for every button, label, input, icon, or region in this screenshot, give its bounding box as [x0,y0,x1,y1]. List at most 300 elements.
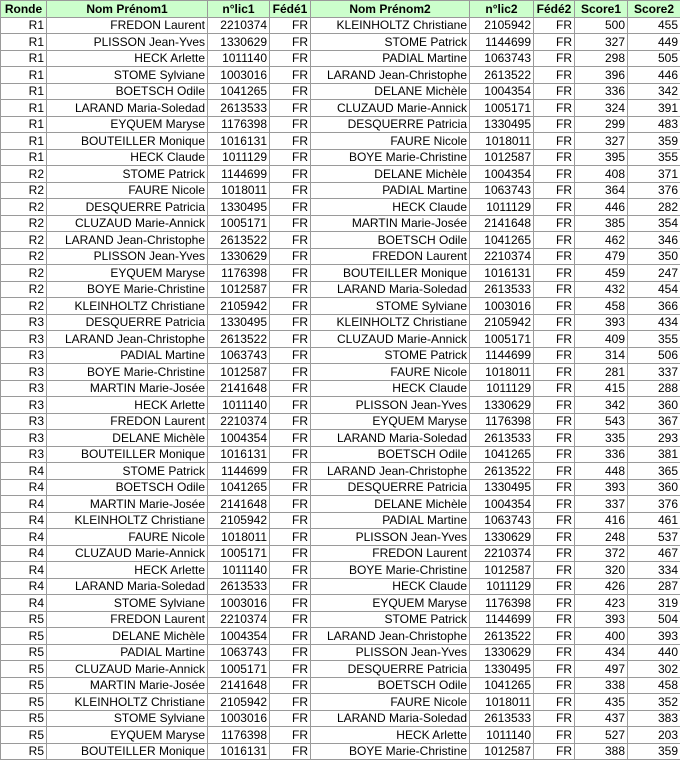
nom-prenom1-cell: MARTIN Marie-Josée [47,677,208,694]
nom-prenom2-cell: PLISSON Jean-Yves [311,644,470,661]
fede2-cell: FR [534,182,575,199]
nlic2-cell: 2613522 [470,463,534,480]
table-row [1,628,680,645]
score2-cell: 383 [628,710,680,727]
nom-prenom2-cell: PLISSON Jean-Yves [311,397,470,414]
nom-prenom1-cell: PADIAL Martine [47,644,208,661]
nlic1-cell: 1144699 [208,463,270,480]
nlic2-cell: 1330629 [470,397,534,414]
fede1-cell: FR [270,83,311,100]
score2-cell: 454 [628,281,680,298]
fede2-cell: FR [534,677,575,694]
nlic1-cell: 1041265 [208,479,270,496]
table-row [1,67,680,84]
header-nlic2: n°lic2 [470,1,534,18]
table-row [1,314,680,331]
ronde-cell: R5 [1,743,47,760]
fede1-cell: FR [270,199,311,216]
table-row [1,578,680,595]
ronde-cell: R5 [1,727,47,744]
fede2-cell: FR [534,479,575,496]
score2-cell: 319 [628,595,680,612]
score1-cell: 393 [575,479,628,496]
ronde-cell: R2 [1,215,47,232]
ronde-cell: R4 [1,529,47,546]
nlic1-cell: 1005171 [208,215,270,232]
nom-prenom1-cell: CLUZAUD Marie-Annick [47,215,208,232]
nom-prenom2-cell: LARAND Jean-Christophe [311,628,470,645]
nlic1-cell: 1176398 [208,727,270,744]
nom-prenom1-cell: KLEINHOLTZ Christiane [47,298,208,315]
score1-cell: 448 [575,463,628,480]
nlic2-cell: 2210374 [470,248,534,265]
table-row [1,727,680,744]
table-body [1,17,680,760]
score1-cell: 314 [575,347,628,364]
nlic2-cell: 1063743 [470,50,534,67]
fede1-cell: FR [270,380,311,397]
nom-prenom1-cell: EYQUEM Maryse [47,727,208,744]
fede1-cell: FR [270,347,311,364]
nlic1-cell: 1003016 [208,710,270,727]
ronde-cell: R3 [1,446,47,463]
ronde-cell: R1 [1,149,47,166]
nlic2-cell: 1005171 [470,331,534,348]
nlic1-cell: 1004354 [208,430,270,447]
score2-cell: 354 [628,215,680,232]
nlic2-cell: 1176398 [470,413,534,430]
ronde-cell: R3 [1,430,47,447]
nom-prenom1-cell: PLISSON Jean-Yves [47,34,208,51]
nom-prenom2-cell: DELANE Michèle [311,166,470,183]
table-row [1,347,680,364]
score2-cell: 467 [628,545,680,562]
fede1-cell: FR [270,562,311,579]
nlic2-cell: 1330629 [470,644,534,661]
score2-cell: 293 [628,430,680,447]
score2-cell: 337 [628,364,680,381]
nom-prenom2-cell: HECK Claude [311,578,470,595]
fede1-cell: FR [270,479,311,496]
fede1-cell: FR [270,446,311,463]
score1-cell: 409 [575,331,628,348]
fede1-cell: FR [270,644,311,661]
table-row [1,380,680,397]
nom-prenom2-cell: DESQUERRE Patricia [311,479,470,496]
score2-cell: 440 [628,644,680,661]
nlic2-cell: 1005171 [470,100,534,117]
score1-cell: 342 [575,397,628,414]
score1-cell: 336 [575,446,628,463]
nom-prenom1-cell: BOETSCH Odile [47,83,208,100]
table-row [1,83,680,100]
fede2-cell: FR [534,413,575,430]
nlic2-cell: 1018011 [470,694,534,711]
header-fede2: Fédé2 [534,1,575,18]
nom-prenom1-cell: LARAND Maria-Soledad [47,100,208,117]
table-row [1,298,680,315]
header-ronde: Ronde [1,1,47,18]
ronde-cell: R1 [1,17,47,34]
nom-prenom2-cell: EYQUEM Maryse [311,595,470,612]
fede2-cell: FR [534,17,575,34]
score2-cell: 302 [628,661,680,678]
fede1-cell: FR [270,364,311,381]
score1-cell: 372 [575,545,628,562]
ronde-cell: R3 [1,331,47,348]
nlic1-cell: 1003016 [208,67,270,84]
header-row [1,1,680,18]
score1-cell: 324 [575,100,628,117]
table-row [1,446,680,463]
nlic2-cell: 2613522 [470,67,534,84]
table-row [1,463,680,480]
table-row [1,265,680,282]
fede1-cell: FR [270,34,311,51]
table-row [1,232,680,249]
ronde-cell: R5 [1,661,47,678]
nlic1-cell: 1011140 [208,50,270,67]
score1-cell: 434 [575,644,628,661]
ronde-cell: R2 [1,166,47,183]
nlic1-cell: 1176398 [208,265,270,282]
ronde-cell: R4 [1,496,47,513]
score1-cell: 337 [575,496,628,513]
fede2-cell: FR [534,298,575,315]
nlic1-cell: 2141648 [208,496,270,513]
score1-cell: 395 [575,149,628,166]
nom-prenom2-cell: BOETSCH Odile [311,677,470,694]
nom-prenom2-cell: BOYE Marie-Christine [311,149,470,166]
nlic1-cell: 1011129 [208,149,270,166]
table-row [1,149,680,166]
table-row [1,661,680,678]
ronde-cell: R5 [1,628,47,645]
table-row [1,529,680,546]
fede2-cell: FR [534,743,575,760]
score2-cell: 458 [628,677,680,694]
score1-cell: 338 [575,677,628,694]
nom-prenom2-cell: LARAND Maria-Soledad [311,281,470,298]
table-row [1,413,680,430]
fede1-cell: FR [270,166,311,183]
table-row [1,644,680,661]
table-row [1,182,680,199]
score2-cell: 282 [628,199,680,216]
score2-cell: 393 [628,628,680,645]
score1-cell: 281 [575,364,628,381]
nom-prenom1-cell: FREDON Laurent [47,17,208,34]
nlic1-cell: 1018011 [208,529,270,546]
nom-prenom1-cell: KLEINHOLTZ Christiane [47,512,208,529]
nom-prenom2-cell: HECK Claude [311,380,470,397]
nlic2-cell: 1041265 [470,232,534,249]
nom-prenom1-cell: STOME Sylviane [47,710,208,727]
score1-cell: 298 [575,50,628,67]
ronde-cell: R2 [1,298,47,315]
table-row [1,248,680,265]
nlic2-cell: 1004354 [470,496,534,513]
ronde-cell: R2 [1,182,47,199]
nom-prenom1-cell: FAURE Nicole [47,182,208,199]
nlic2-cell: 2613533 [470,710,534,727]
fede1-cell: FR [270,578,311,595]
nom-prenom2-cell: BOETSCH Odile [311,446,470,463]
fede1-cell: FR [270,397,311,414]
nom-prenom2-cell: STOME Sylviane [311,298,470,315]
fede1-cell: FR [270,743,311,760]
table-row [1,611,680,628]
fede2-cell: FR [534,50,575,67]
fede1-cell: FR [270,182,311,199]
score1-cell: 248 [575,529,628,546]
score2-cell: 346 [628,232,680,249]
fede1-cell: FR [270,281,311,298]
nlic1-cell: 1016131 [208,446,270,463]
fede1-cell: FR [270,314,311,331]
table-row [1,677,680,694]
ronde-cell: R2 [1,265,47,282]
fede1-cell: FR [270,17,311,34]
fede2-cell: FR [534,380,575,397]
nlic2-cell: 1063743 [470,182,534,199]
nlic1-cell: 1144699 [208,166,270,183]
ronde-cell: R2 [1,232,47,249]
score1-cell: 327 [575,133,628,150]
fede1-cell: FR [270,677,311,694]
fede2-cell: FR [534,727,575,744]
score2-cell: 537 [628,529,680,546]
fede2-cell: FR [534,215,575,232]
score2-cell: 376 [628,182,680,199]
fede1-cell: FR [270,413,311,430]
ronde-cell: R1 [1,116,47,133]
score1-cell: 393 [575,611,628,628]
nom-prenom2-cell: BOYE Marie-Christine [311,743,470,760]
nlic1-cell: 1041265 [208,83,270,100]
ronde-cell: R2 [1,281,47,298]
score2-cell: 287 [628,578,680,595]
nlic2-cell: 2613533 [470,430,534,447]
table-row [1,133,680,150]
nom-prenom2-cell: LARAND Maria-Soledad [311,710,470,727]
nom-prenom1-cell: HECK Claude [47,149,208,166]
nom-prenom2-cell: DESQUERRE Patricia [311,661,470,678]
nom-prenom2-cell: LARAND Jean-Christophe [311,67,470,84]
table-row [1,512,680,529]
nom-prenom2-cell: FREDON Laurent [311,248,470,265]
header-fede1: Fédé1 [270,1,311,18]
nom-prenom1-cell: PLISSON Jean-Yves [47,248,208,265]
score1-cell: 462 [575,232,628,249]
nom-prenom1-cell: BOUTEILLER Monique [47,446,208,463]
fede2-cell: FR [534,595,575,612]
score1-cell: 320 [575,562,628,579]
table-row [1,710,680,727]
table-row [1,562,680,579]
score1-cell: 336 [575,83,628,100]
nlic1-cell: 1063743 [208,347,270,364]
score2-cell: 350 [628,248,680,265]
fede1-cell: FR [270,331,311,348]
nlic2-cell: 1144699 [470,611,534,628]
nlic1-cell: 1012587 [208,364,270,381]
nlic1-cell: 1176398 [208,116,270,133]
nom-prenom1-cell: BOYE Marie-Christine [47,281,208,298]
ronde-cell: R5 [1,611,47,628]
nom-prenom2-cell: STOME Patrick [311,347,470,364]
fede2-cell: FR [534,265,575,282]
nlic1-cell: 1018011 [208,182,270,199]
fede2-cell: FR [534,314,575,331]
fede2-cell: FR [534,545,575,562]
score1-cell: 408 [575,166,628,183]
score1-cell: 479 [575,248,628,265]
nlic2-cell: 2613522 [470,628,534,645]
nom-prenom2-cell: PADIAL Martine [311,512,470,529]
score1-cell: 335 [575,430,628,447]
score1-cell: 393 [575,314,628,331]
nlic2-cell: 1330495 [470,479,534,496]
nlic2-cell: 1012587 [470,562,534,579]
nom-prenom1-cell: STOME Sylviane [47,595,208,612]
fede2-cell: FR [534,446,575,463]
nlic2-cell: 2613533 [470,281,534,298]
score2-cell: 391 [628,100,680,117]
nom-prenom2-cell: FAURE Nicole [311,364,470,381]
nlic1-cell: 2141648 [208,677,270,694]
nom-prenom2-cell: LARAND Maria-Soledad [311,430,470,447]
fede2-cell: FR [534,34,575,51]
fede1-cell: FR [270,694,311,711]
nlic2-cell: 1011129 [470,380,534,397]
nom-prenom1-cell: STOME Patrick [47,166,208,183]
score2-cell: 446 [628,67,680,84]
nlic1-cell: 1330495 [208,199,270,216]
fede1-cell: FR [270,133,311,150]
nom-prenom1-cell: MARTIN Marie-Josée [47,380,208,397]
nom-prenom1-cell: PADIAL Martine [47,347,208,364]
score1-cell: 446 [575,199,628,216]
score2-cell: 449 [628,34,680,51]
fede2-cell: FR [534,397,575,414]
ronde-cell: R5 [1,710,47,727]
nlic2-cell: 1018011 [470,364,534,381]
nom-prenom1-cell: HECK Arlette [47,50,208,67]
nlic1-cell: 1004354 [208,628,270,645]
table-row [1,496,680,513]
nlic1-cell: 1330495 [208,314,270,331]
nom-prenom1-cell: DELANE Michèle [47,628,208,645]
ronde-cell: R1 [1,50,47,67]
fede2-cell: FR [534,611,575,628]
nlic1-cell: 1063743 [208,644,270,661]
nlic1-cell: 1016131 [208,133,270,150]
nlic2-cell: 1144699 [470,34,534,51]
nlic1-cell: 1330629 [208,34,270,51]
score2-cell: 366 [628,298,680,315]
table-row [1,479,680,496]
ronde-cell: R1 [1,34,47,51]
ronde-cell: R4 [1,562,47,579]
nlic2-cell: 1041265 [470,677,534,694]
nom-prenom1-cell: BOYE Marie-Christine [47,364,208,381]
score2-cell: 334 [628,562,680,579]
fede2-cell: FR [534,100,575,117]
nlic2-cell: 1330495 [470,116,534,133]
nlic2-cell: 2141648 [470,215,534,232]
ronde-cell: R4 [1,578,47,595]
table-row [1,100,680,117]
nlic2-cell: 1063743 [470,512,534,529]
table-row [1,17,680,34]
ronde-cell: R4 [1,479,47,496]
nlic2-cell: 1330629 [470,529,534,546]
ronde-cell: R3 [1,364,47,381]
score2-cell: 342 [628,83,680,100]
score1-cell: 426 [575,578,628,595]
fede2-cell: FR [534,694,575,711]
nom-prenom1-cell: DESQUERRE Patricia [47,314,208,331]
nlic2-cell: 1004354 [470,166,534,183]
fede1-cell: FR [270,116,311,133]
nom-prenom2-cell: EYQUEM Maryse [311,413,470,430]
table-row [1,364,680,381]
score1-cell: 416 [575,512,628,529]
score2-cell: 504 [628,611,680,628]
nom-prenom2-cell: FAURE Nicole [311,694,470,711]
nom-prenom2-cell: HECK Arlette [311,727,470,744]
nom-prenom1-cell: LARAND Jean-Christophe [47,232,208,249]
nlic2-cell: 1012587 [470,149,534,166]
ronde-cell: R1 [1,100,47,117]
score2-cell: 381 [628,446,680,463]
score1-cell: 500 [575,17,628,34]
fede1-cell: FR [270,430,311,447]
nom-prenom2-cell: BOUTEILLER Monique [311,265,470,282]
nom-prenom1-cell: STOME Sylviane [47,67,208,84]
score2-cell: 506 [628,347,680,364]
table-row [1,50,680,67]
score1-cell: 432 [575,281,628,298]
ronde-cell: R4 [1,545,47,562]
fede2-cell: FR [534,364,575,381]
score1-cell: 327 [575,34,628,51]
nom-prenom2-cell: DELANE Michèle [311,496,470,513]
fede2-cell: FR [534,116,575,133]
fede2-cell: FR [534,331,575,348]
nom-prenom2-cell: KLEINHOLTZ Christiane [311,314,470,331]
fede2-cell: FR [534,661,575,678]
nlic1-cell: 1005171 [208,661,270,678]
nlic2-cell: 1016131 [470,265,534,282]
header-nom-prenom1: Nom Prénom1 [47,1,208,18]
nlic2-cell: 2105942 [470,17,534,34]
nlic1-cell: 2210374 [208,611,270,628]
fede2-cell: FR [534,281,575,298]
nlic2-cell: 1144699 [470,347,534,364]
fede2-cell: FR [534,133,575,150]
nlic2-cell: 2210374 [470,545,534,562]
fede2-cell: FR [534,347,575,364]
nlic2-cell: 2105942 [470,314,534,331]
nlic1-cell: 1012587 [208,281,270,298]
nom-prenom2-cell: PADIAL Martine [311,50,470,67]
nom-prenom1-cell: BOUTEILLER Monique [47,743,208,760]
fede1-cell: FR [270,628,311,645]
fede1-cell: FR [270,463,311,480]
score2-cell: 360 [628,479,680,496]
